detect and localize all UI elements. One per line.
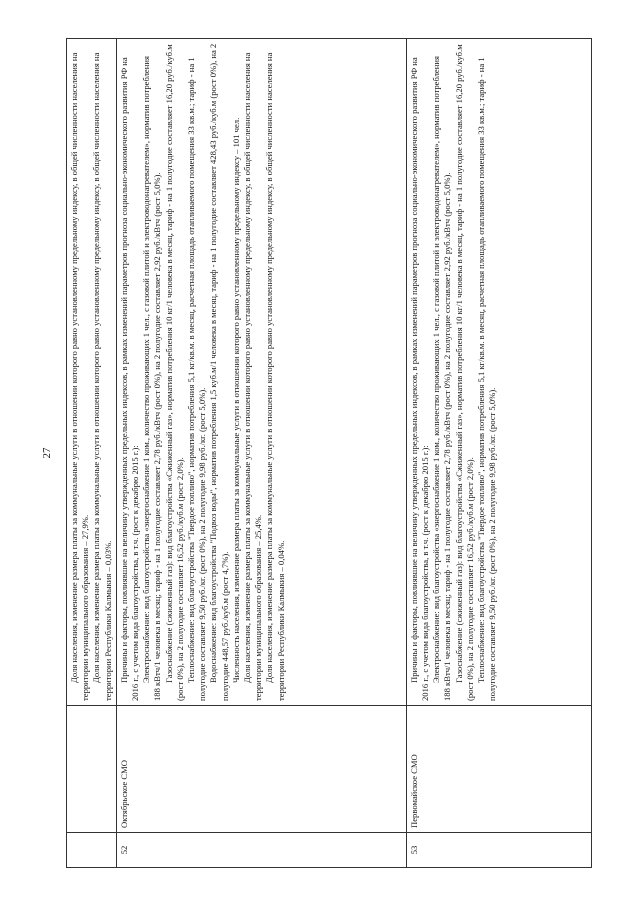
municipality-cell: Октябрьское СМО [116, 705, 406, 832]
paragraph: Доля населения, изменение размера платы за коммунальные услуги в отношении которого равно установленному предельному индексу, в общей численности населения на территории Республики Калмыкия – 0,04%. [264, 52, 286, 701]
paragraph: Электроснабжение: вид благоустройства «энергоснабжение 1 ком., количество проживающих 1 чел., с газовой плитой и электроводонагревателем», норматив потребления 188 кВтч/1 человека в месяц; тариф - на 1 полугодие составляет 2,78 руб./кВтч (рост 0%), на 2 полугодие составляет 2,92 руб./кВтч (рост 5,0%). [141, 55, 163, 701]
rotated-sheet [40, 38, 600, 868]
municipality-cell: Первомайское СМО [406, 705, 591, 832]
paragraph: Доля населения, изменение размера платы за коммунальные услуги в отношении которого равно установленному предельному индексу, в общей численности населения на территории муниципального образования – 25,4%. [242, 52, 264, 701]
paragraph: Причины и факторы, повлиявшие на величину утвержденных предельных индексов, в рамках изменений параметров прогноза социально-экономического развития РФ на 2016 г., с учетом вида благоустройства, в т.ч. (рост к декабрю 2015 г.): [118, 56, 141, 701]
paragraph: Электроснабжение: вид благоустройства «энергоснабжение 1 ком., количество проживающих 1 чел., с газовой плитой и электроводонагревателем», норматив потребления 188 кВтч/1 человека в месяц; тариф - на 1 полугодие составляет 2,78 руб./кВтч (рост 0%), на 2 полугодие составляет 2,92 руб./кВтч (рост 5,0%). [431, 55, 453, 701]
table-row-53 [406, 38, 591, 867]
paragraph: Численность населения, изменение размера платы за коммунальные услуги в отношении которого равно установленному предельному индексу – 101 чел. [230, 117, 241, 683]
paragraph: Доля населения, изменение размера платы за коммунальные услуги в отношении которого равно установленному предельному индексу, в общей численности населения на территории муниципального образования – 27,9%. [69, 52, 91, 701]
description-cell [406, 38, 591, 705]
municipality-cell [67, 705, 117, 832]
page-number: 27 [41, 447, 53, 458]
description-cell [67, 38, 117, 705]
table-row-continuation [67, 38, 117, 867]
paragraph: Водоснабжение: вид благоустройства "Подвоз воды", норматив потребления 1,5 куб.м/1 человека в месяц, тариф - на 1 полугодие составляет 428,43 руб./куб.м (рост 0%), на 2 полугодие 448,57 руб./куб.м (рост 4,7%). [208, 43, 230, 701]
paragraph: Газоснабжение (сжиженный газ): вид благоустройства «Сжиженный газ», норматив потребления 10 кг/1 человека в месяц, тариф - на 1 полугодие составляет 16,20 руб./куб.м (рост 0%), на 2 полугодие составляет 16,52 руб./куб.м (рост 2,0%). [453, 43, 475, 701]
paragraph: Доля населения, изменение размера платы за коммунальные услуги в отношении которого равно установленному предельному индексу, в общей численности населения на территории Республики Калмыкия – 0,03%. [91, 52, 113, 701]
paragraph: Теплоснабжение: вид благоустройства "Твердое топливо", норматив потребления 5,1 кг/кв.м. в месяц, расчетная площадь отапливаемого помещения 33 кв.м.; тариф - на 1 полугодие составляет 9,50 руб./кг. (рост 0%), на 2 полугодие 9,98 руб./кг. (рост 5,0%). [476, 56, 498, 701]
paragraph: Газоснабжение (сжиженный газ): вид благоустройства «Сжиженный газ», норматив потребления 10 кг/1 человека в месяц, тариф - на 1 полугодие составляет 16,20 руб./куб.м (рост 0%), на 2 полугодие составляет 16,52 руб./куб.м (рост 2,0%). [163, 43, 185, 701]
paragraph: Причины и факторы, повлиявшие на величину утвержденных предельных индексов, в рамках изменений параметров прогноза социально-экономического развития РФ на 2016 г., с учетом вида благоустройства, в т.ч. (рост к декабрю 2015 г.): [408, 56, 431, 701]
description-cell [116, 38, 406, 705]
table-row-52 [116, 38, 406, 867]
tariff-table [66, 38, 592, 868]
row-number-cell [67, 832, 117, 867]
paragraph: Теплоснабжение: вид благоустройства "Твердое топливо", норматив потребления 5,1 кг/кв.м. в месяц, расчетная площадь отапливаемого помещения 33 кв.м.; тариф - на 1 полугодие составляет 9,50 руб./кг. (рост 0%), на 2 полугодие 9,98 руб./кг. (рост 5,0%). [186, 56, 208, 701]
row-number-cell: 53 [406, 832, 591, 867]
row-number-cell: 52 [116, 832, 406, 867]
